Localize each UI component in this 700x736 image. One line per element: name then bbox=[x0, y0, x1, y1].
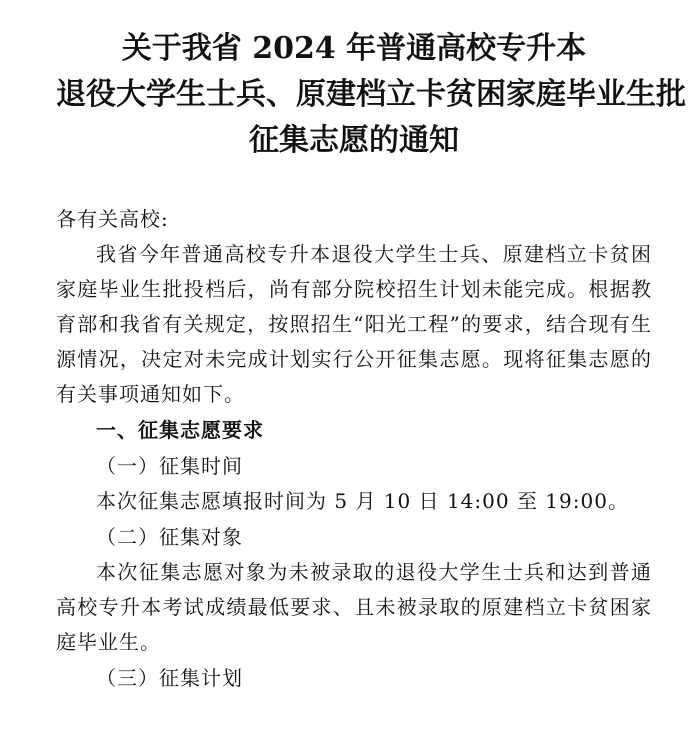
subsection-2-heading: （二）征集对象 bbox=[96, 525, 243, 549]
subsection-1-heading: （一）征集时间 bbox=[96, 454, 243, 478]
subsection-2-text: 本次征集志愿对象为未被录取的退役大学生士兵和达到普通高校专升本考试成绩最低要求、且未被录取的原建档立卡贫困家庭毕业生。 bbox=[56, 560, 652, 654]
intro-paragraph: 我省今年普通高校专升本退役大学生士兵、原建档立卡贫困家庭毕业生批投档后，尚有部分院校招生计划未能完成。根据教育部和我省有关规定，按照招生“阳光工程”的要求，结合现有生源情况，决定对未完成计划实行公开征集志愿。现将征集志愿的有关事项通知如下。 bbox=[56, 242, 652, 406]
title-line-1: 关于我省 2024 年普通高校专升本 bbox=[121, 31, 587, 66]
salutation: 各有关高校: bbox=[56, 207, 169, 231]
title-line-3: 征集志愿的通知 bbox=[249, 123, 459, 158]
subsection-1-text: 本次征集志愿填报时间为 5 月 10 日 14:00 至 19:00。 bbox=[96, 489, 629, 513]
section-1-heading: 一、征集志愿要求 bbox=[96, 418, 264, 442]
title-line-2: 退役大学生士兵、原建档立卡贫困家庭毕业生批 bbox=[56, 77, 686, 112]
subsection-3-heading: （三）征集计划 bbox=[96, 666, 243, 690]
document-title bbox=[56, 26, 686, 164]
